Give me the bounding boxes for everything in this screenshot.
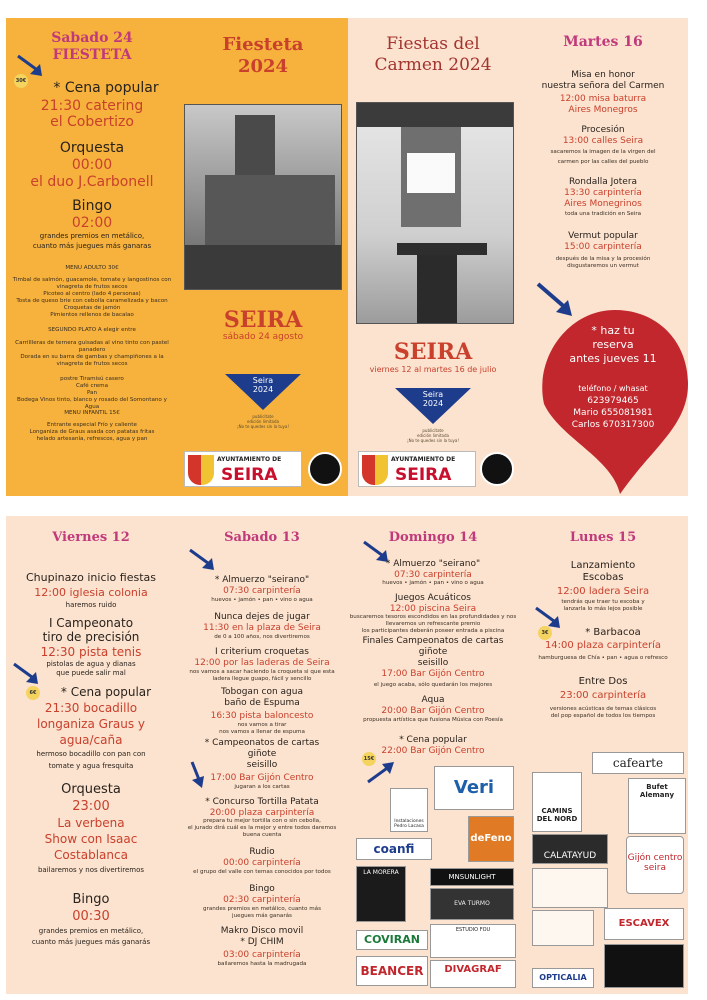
orquesta-name: el duo J.Carbonell bbox=[30, 174, 154, 190]
carmen-small-print: publicitate edición limitada ¡No te quedes sin la tuya! bbox=[407, 428, 459, 443]
chupinazo-time: 12:00 iglesia colonia bbox=[34, 586, 148, 599]
domingo-heading: Domingo 14 bbox=[388, 530, 478, 545]
bottom-sheet bbox=[6, 516, 688, 994]
sponsor-logo: Bufet Alemany bbox=[628, 778, 686, 834]
procesion-title: Procesión bbox=[581, 125, 625, 135]
rudio-note: el grupo del valle con temas conocidos por todos bbox=[193, 869, 331, 875]
bingo-time: 02:00 bbox=[71, 215, 113, 231]
cena-time: 22:00 Bar Gijón Centro bbox=[381, 746, 485, 756]
orquesta-note: bailaremos y nos divertiremos bbox=[37, 866, 145, 874]
fiesteta-date: sábado 24 agosto bbox=[222, 332, 304, 342]
coat-of-arms-icon bbox=[188, 455, 214, 485]
seira-2024-triangle bbox=[395, 388, 471, 424]
sponsor-logo: Veri bbox=[434, 766, 514, 810]
aqua-title: Aqua bbox=[421, 695, 445, 705]
church-photo bbox=[184, 104, 342, 290]
rondalla-time: 13:30 carpintería bbox=[564, 188, 642, 198]
sponsor-logo: Instalaciones Pedro Lacasa bbox=[390, 788, 428, 832]
sponsor-logo: CAMINS DEL NORD bbox=[532, 772, 582, 832]
croquetas-time: 12:00 por las laderas de Seira bbox=[194, 658, 330, 668]
jugar-time: 11:30 en la plaza de Seira bbox=[203, 623, 321, 633]
menu-adulto-items: Timbal de salmón, guacamole, tomate y langostinos con vinagreta de frutos secos Picoteo al centro (lado 4 personas) Tosta de queso brie con cebolla caramelizada y bacon Croquetas de jamón Pimientos rellenos de bacalao bbox=[12, 277, 172, 318]
rondalla-group: Aires Monegrinos bbox=[564, 199, 642, 209]
reserva-title: * haz tu reserva antes jueves 11 bbox=[569, 324, 657, 365]
carmen-town: SEIRA bbox=[393, 339, 473, 365]
orquesta-time: 00:00 bbox=[71, 157, 113, 173]
menu-infantil-items: Entrante especial Frío y caliente Longaniza de Graus asada con patatas fritas helado artesanía, refrescos, agua y pan bbox=[29, 422, 155, 442]
jugar-note: de 0 a 100 años, nos divertiremos bbox=[214, 634, 310, 640]
chupinazo-note: haremos ruido bbox=[65, 601, 117, 609]
lunes-heading: Lunes 15 bbox=[569, 530, 637, 545]
council-logo bbox=[358, 451, 476, 487]
reserva-phone3: Carlos 670317300 bbox=[571, 420, 655, 430]
cena-place: el Cobertizo bbox=[50, 114, 134, 130]
tobogan-title: Tobogan con agua baño de Espuma bbox=[221, 687, 303, 708]
sabado-panel bbox=[176, 516, 348, 994]
sponsor-logo: ESCAVEX bbox=[604, 908, 684, 940]
aqua-time: 20:00 Bar Gijón Centro bbox=[381, 706, 485, 716]
guinote-note: jugaran a los cartas bbox=[234, 784, 290, 790]
sponsor-logo: coanfi bbox=[356, 838, 432, 860]
martes-program-panel bbox=[518, 18, 688, 496]
vermut-title: Vermut popular bbox=[568, 231, 638, 241]
almuerzo-note: huevos • jamón • pan • vino o agua bbox=[211, 597, 313, 603]
entre-title: Entre Dos bbox=[578, 676, 628, 687]
arrow-icon bbox=[188, 548, 218, 572]
tortilla-title: * Concurso Tortilla Patata bbox=[205, 797, 319, 807]
arrow-icon bbox=[366, 760, 396, 784]
martes-heading: Martes 16 bbox=[563, 34, 643, 50]
barbacoa-title: * Barbacoa bbox=[585, 627, 641, 638]
bingo-note: grandes premios en metálico, cuanto más juegues más ganarás bbox=[31, 927, 151, 946]
tiro-title: I Campeonato tiro de precisión bbox=[42, 616, 140, 644]
sponsor-logo: EVA TURMO bbox=[430, 888, 514, 920]
bingo-title: Bingo bbox=[72, 198, 112, 214]
croquetas-title: I criterium croquetas bbox=[215, 647, 309, 657]
aqua-note: propuesta artística que fusiona Música con Poesía bbox=[363, 717, 503, 723]
segundo-items: Carrillleras de ternera guisadas al vino tinto con pastel panadero Dorada en su barra de gambas y champiñones a la vinagreta de frutos secos bbox=[15, 340, 169, 367]
fiesteta-program-panel bbox=[6, 18, 178, 496]
fiesteta-town: SEIRA bbox=[223, 307, 303, 333]
orquesta-time: 23:00 bbox=[72, 799, 110, 814]
fiesteta-day-heading: Sabado 24 FIESTETA bbox=[51, 30, 133, 63]
sponsor-logo: MNSUNLIGHT bbox=[430, 868, 514, 886]
chapel-photo bbox=[356, 102, 514, 324]
rudio-title: Rudio bbox=[249, 847, 275, 857]
procesion-time: 13:00 calles Seira bbox=[562, 136, 644, 146]
almuerzo-time: 07:30 carpintería bbox=[394, 570, 472, 580]
disco-title: Makro Disco movil * DJ CHIM bbox=[220, 926, 304, 947]
price-badge: 3€ bbox=[538, 626, 552, 640]
price-badge: 6€ bbox=[26, 686, 40, 700]
tortilla-note: prepara tu mejor tortilla con o sin cebolla, el jurado dirá cuál es la mejor y entre todos daremos buena cuenta bbox=[187, 818, 337, 838]
escobas-note: tendrás que traer tu escoba y lanzarla lo más lejos posible bbox=[561, 599, 645, 612]
sponsor-logo: Gijón centro seira bbox=[626, 836, 684, 894]
guinote-time: 17:00 Bar Gijón Centro bbox=[210, 773, 314, 783]
cena-note: hermoso bocadillo con pan con tomate y agua fresquita bbox=[36, 750, 146, 770]
sponsor-logo bbox=[532, 910, 594, 946]
bingo-note: grandes premios en metálico, cuanto más juegues más ganarás bbox=[202, 906, 321, 919]
sponsor-logo: DIVAGRAF bbox=[430, 960, 516, 988]
escobas-time: 12:00 ladera Seira bbox=[556, 586, 650, 597]
orquesta-title: Orquesta bbox=[59, 140, 125, 156]
entre-time: 23:00 carpintería bbox=[559, 690, 647, 701]
sponsor-logo: cafearte bbox=[592, 752, 684, 774]
triangle-label: Seira 2024 bbox=[252, 376, 274, 394]
council-logo bbox=[184, 451, 302, 487]
tiro-time: 12:30 pista tenis bbox=[40, 645, 142, 659]
barbacoa-note: hamburguesa de Chía • pan • agua o refresco bbox=[538, 655, 668, 661]
rondalla-note: toda una tradición en Seira bbox=[564, 211, 642, 217]
sponsor-logo bbox=[532, 868, 608, 908]
cena-title: * Cena popular bbox=[399, 735, 467, 745]
procesion-note: sacaremos la imagen de la virgen del carmen por las calles del pueblo bbox=[550, 149, 656, 165]
menu-infantil-title: MENU INFANTIL 15€ bbox=[64, 410, 120, 416]
orquesta-name: La verbena Show con Isaac Costablanca bbox=[44, 816, 138, 862]
tobogan-note: nos vamos a tirar nos vamos a llenar de espuma bbox=[219, 722, 305, 735]
coat-of-arms-icon bbox=[362, 455, 388, 485]
sabado-heading: Sabado 13 bbox=[224, 530, 300, 545]
tiro-note: pistolas de agua y dianas que puede salir mal bbox=[46, 660, 136, 677]
carmen-date: viernes 12 al martes 16 de julio bbox=[369, 365, 497, 374]
vermut-time: 15:00 carpintería bbox=[564, 242, 642, 252]
almuerzo-title: * Almuerzo "seirano" bbox=[385, 559, 481, 569]
juegos-title: Juegos Acuáticos bbox=[394, 593, 471, 603]
sponsor-logo: LA MORERA bbox=[356, 866, 406, 922]
bingo-note: grandes premios en metálico, cuanto más juegues más ganaras bbox=[32, 232, 152, 250]
fiesteta-cover-panel bbox=[178, 18, 348, 496]
postre-items: postre Tiramisú casero Café crema Pan Bodega Vinos tinto, blanco y rosado del Somontano y Agua bbox=[17, 376, 167, 410]
price-badge: 30€ bbox=[14, 74, 28, 88]
barbacoa-time: 14:00 plaza carpintería bbox=[544, 640, 662, 651]
sponsor-logo: deFeno bbox=[468, 816, 514, 862]
domingo-panel bbox=[348, 516, 518, 994]
reserva-phone1: 623979465 bbox=[587, 396, 639, 406]
recreativo-logo bbox=[480, 452, 514, 486]
cena-time: 21:30 bocadillo bbox=[44, 701, 138, 715]
finales-note: el juego acaba, sólo quedarán los mejores bbox=[373, 682, 493, 688]
disco-time: 03:00 carpintería bbox=[223, 950, 301, 960]
bingo-time: 00:30 bbox=[72, 909, 110, 924]
viernes-heading: Viernes 12 bbox=[52, 530, 130, 545]
bingo-title: Bingo bbox=[249, 884, 275, 894]
bingo-title: Bingo bbox=[72, 892, 110, 907]
cena-menu: longaniza Graus y agua/caña bbox=[36, 717, 146, 747]
council-label: AYUNTAMIENTO DE bbox=[391, 456, 456, 463]
viernes-panel bbox=[6, 516, 176, 994]
vermut-note: después de la misa y la procesión disgustaremos un vermut bbox=[555, 256, 651, 269]
reserva-phone-label: teléfono / whasat bbox=[578, 384, 648, 393]
almuerzo-note: huevos • jamón • pan • vino o agua bbox=[382, 580, 484, 586]
disco-note: bailaremos hasta la madrugada bbox=[217, 961, 307, 967]
sponsor-logo: ESTUDIO FOU bbox=[430, 924, 516, 958]
misa-time: 12:00 misa baturra bbox=[559, 94, 647, 104]
segundo-title: SEGUNDO PLATO A elegir entre bbox=[48, 327, 136, 333]
chupinazo-title: Chupinazo inicio fiestas bbox=[25, 571, 156, 584]
arrow-icon bbox=[12, 662, 42, 686]
misa-group: Aires Monegros bbox=[568, 105, 638, 115]
fiesteta-small-print: publicitate edición limitada ¡No te quedes sin la tuya! bbox=[237, 414, 289, 429]
rudio-time: 00:00 carpintería bbox=[223, 858, 301, 868]
council-name: SEIRA bbox=[221, 465, 278, 485]
finales-title: Finales Campeonatos de cartas giñote seisillo bbox=[362, 636, 504, 668]
entre-note: versiones acústicas de temas clásicos del pop español de todos los tiempos bbox=[549, 706, 657, 719]
recreativo-logo bbox=[308, 452, 342, 486]
finales-time: 17:00 Bar Gijón Centro bbox=[381, 669, 485, 679]
reserva-phone2: Mario 655081981 bbox=[573, 408, 653, 418]
croquetas-note: nos vamos a sacar haciendo la croqueta si que esta ladera llegue guapo, fácil y sencillo bbox=[189, 669, 335, 682]
menu-adulto-title: MENU ADULTO 30€ bbox=[65, 265, 119, 271]
triangle-label: Seira 2024 bbox=[422, 390, 444, 408]
juegos-note: buscaremos tesoros escondidos en las profundidades y nos llevaremos un refrescante premio los participantes deberán poseer entrada a piscina bbox=[349, 614, 517, 634]
jugar-title: Nunca dejes de jugar bbox=[214, 612, 310, 622]
tobogan-time: 16:30 pista baloncesto bbox=[210, 711, 314, 721]
rondalla-title: Rondalla Jotera bbox=[568, 177, 638, 187]
cena-title: * Cena popular bbox=[60, 685, 152, 699]
bingo-time: 02:30 carpintería bbox=[223, 895, 301, 905]
tortilla-time: 20:00 plaza carpintería bbox=[209, 808, 315, 818]
sponsor-logo: BEANCER bbox=[356, 956, 428, 986]
almuerzo-title: * Almuerzo "seirano" bbox=[214, 575, 310, 585]
top-sheet bbox=[6, 18, 688, 496]
juegos-time: 12:00 piscina Seira bbox=[389, 604, 477, 614]
sponsor-logo: OPTICALIA bbox=[532, 968, 594, 988]
guinote-title: * Campeonatos de cartas giñote seisillo bbox=[204, 738, 320, 770]
cena-title: * Cena popular bbox=[53, 80, 159, 96]
fiesteta-title: Fiesteta 2024 bbox=[222, 34, 304, 77]
almuerzo-time: 07:30 carpintería bbox=[223, 586, 301, 596]
misa-title: Misa en honor nuestra señora del Carmen bbox=[541, 70, 665, 91]
escobas-title: Lanzamiento Escobas bbox=[570, 560, 636, 583]
sponsor-logo: COVIRAN bbox=[356, 930, 428, 950]
council-label: AYUNTAMIENTO DE bbox=[217, 456, 282, 463]
carmen-cover-panel bbox=[348, 18, 518, 496]
sponsor-logo: CALATAYUD bbox=[532, 834, 608, 864]
seira-2024-triangle bbox=[225, 374, 301, 410]
orquesta-title: Orquesta bbox=[61, 782, 121, 797]
cena-time: 21:30 catering bbox=[40, 98, 144, 114]
carmen-title: Fiestas del Carmen 2024 bbox=[374, 34, 492, 75]
sponsor-logo bbox=[604, 944, 684, 988]
price-badge: 15€ bbox=[362, 752, 376, 766]
council-name: SEIRA bbox=[395, 465, 452, 485]
